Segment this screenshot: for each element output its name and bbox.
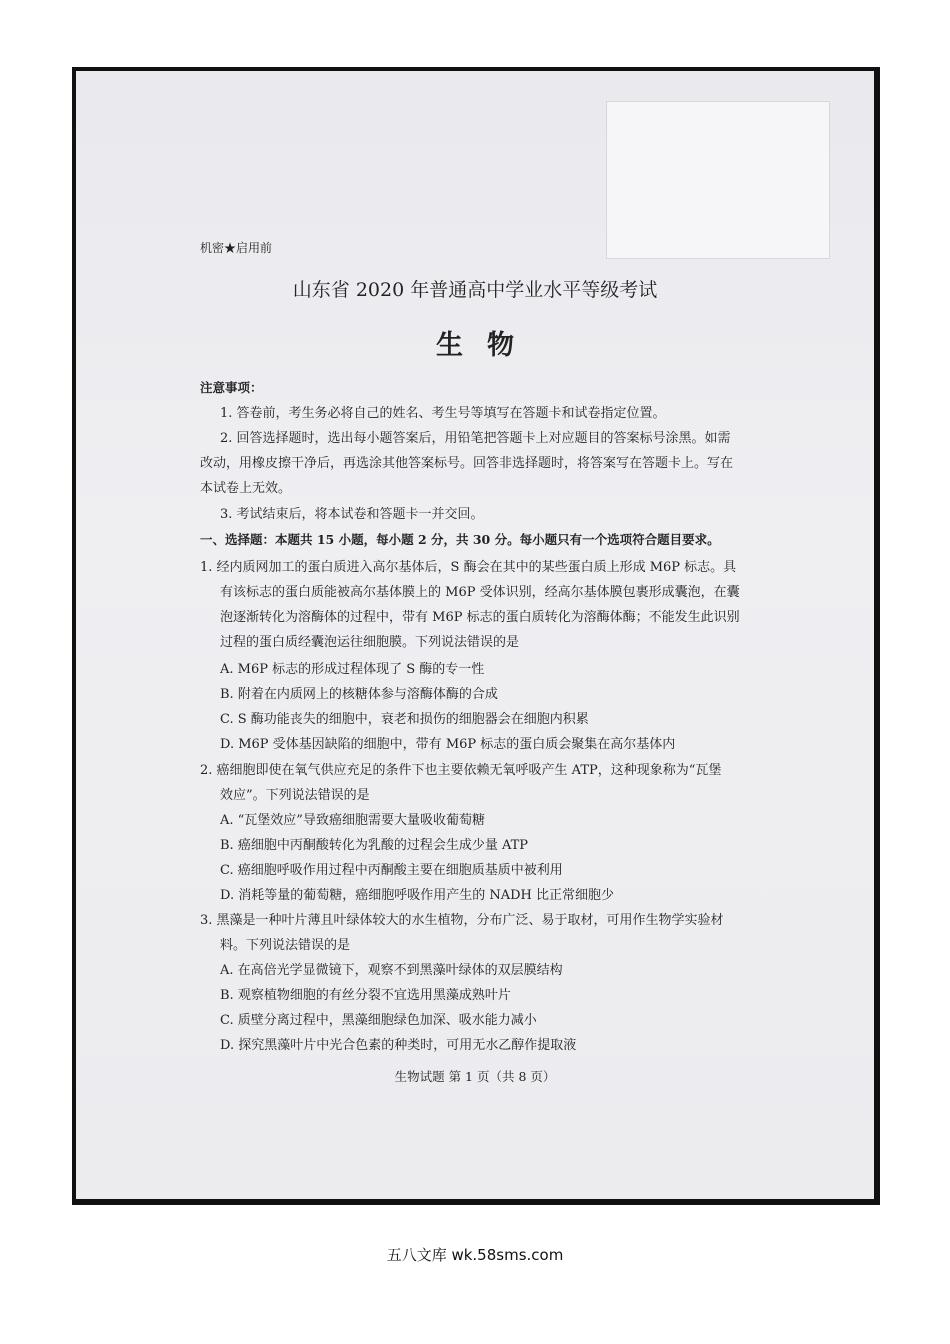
- question-1-line: 有该标志的蛋白质能被高尔基体膜上的 M6P 受体识别，经高尔基体膜包裹形成囊泡，在囊: [220, 585, 740, 600]
- question-3-option-d: D. 探究黑藻叶片中光合色素的种类时，可用无水乙醇作提取液: [220, 1038, 577, 1053]
- question-3-line: 料。下列说法错误的是: [220, 938, 351, 953]
- exam-title: 山东省 2020 年普通高中学业水平等级考试: [292, 279, 658, 301]
- page-number-footer: 生物试题 第 1 页（共 8 页）: [394, 1069, 556, 1084]
- question-3-option-c: C. 质壁分离过程中，黑藻细胞绿色加深、吸水能力减小: [220, 1013, 537, 1028]
- confidential-label: 机密★启用前: [200, 241, 273, 255]
- redaction-box: [606, 101, 830, 259]
- notice-line: 本试卷上无效。: [200, 481, 292, 496]
- question-3-option-a: A. 在高倍光学显微镜下，观察不到黑藻叶绿体的双层膜结构: [220, 963, 563, 978]
- question-1-option-d: D. M6P 受体基因缺陷的细胞中，带有 M6P 标志的蛋白质会聚集在高尔基体内: [220, 737, 676, 752]
- question-2-line: 2. 癌细胞即使在氧气供应充足的条件下也主要依赖无氧呼吸产生 ATP，这种现象称为“瓦堡: [200, 763, 722, 778]
- question-1-line: 1. 经内质网加工的蛋白质进入高尔基体后，S 酶会在其中的某些蛋白质上形成 M6P 标志。具: [200, 560, 737, 575]
- question-1-line: 泡逐渐转化为溶酶体的过程中，带有 M6P 标志的蛋白质转化为溶酶体酶；不能发生此识别: [220, 610, 740, 625]
- question-2-line: 效应”。下列说法错误的是: [220, 788, 370, 803]
- question-2-option-d: D. 消耗等量的葡萄糖，癌细胞呼吸作用产生的 NADH 比正常细胞少: [220, 888, 615, 903]
- notice-line: 1. 答卷前，考生务必将自己的姓名、考生号等填写在答题卡和试卷指定位置。: [220, 406, 666, 421]
- section-heading: 一、选择题：本题共 15 小题，每小题 2 分，共 30 分。每小题只有一个选项符合题目要求。: [200, 532, 720, 547]
- notice-line: 3. 考试结束后，将本试卷和答题卡一并交回。: [220, 507, 484, 522]
- question-3-line: 3. 黑藻是一种叶片薄且叶绿体较大的水生植物，分布广泛、易于取材，可用作生物学实验材: [200, 913, 724, 928]
- question-1-option-b: B. 附着在内质网上的核糖体参与溶酶体酶的合成: [220, 687, 498, 702]
- question-2-option-a: A. “瓦堡效应”导致癌细胞需要大量吸收葡萄糖: [220, 813, 485, 828]
- question-1-option-c: C. S 酶功能丧失的细胞中，衰老和损伤的细胞器会在细胞内积累: [220, 712, 589, 727]
- subject-title: 生物: [436, 330, 538, 361]
- notice-heading: 注意事项：: [200, 380, 263, 395]
- question-2-option-b: B. 癌细胞中丙酮酸转化为乳酸的过程会生成少量 ATP: [220, 838, 529, 853]
- site-footer: 五八文库 wk.58sms.com: [386, 1246, 564, 1264]
- notice-line: 2. 回答选择题时，选出每小题答案后，用铅笔把答题卡上对应题目的答案标号涂黑。如需: [220, 431, 731, 446]
- question-2-option-c: C. 癌细胞呼吸作用过程中丙酮酸主要在细胞质基质中被利用: [220, 863, 563, 878]
- question-1-line: 过程的蛋白质经囊泡运往细胞膜。下列说法错误的是: [220, 635, 520, 650]
- notice-line: 改动，用橡皮擦干净后，再选涂其他答案标号。回答非选择题时，将答案写在答题卡上。写在: [200, 456, 734, 471]
- question-3-option-b: B. 观察植物细胞的有丝分裂不宜选用黑藻成熟叶片: [220, 988, 511, 1003]
- scanned-page-frame: [72, 67, 880, 1205]
- question-1-option-a: A. M6P 标志的形成过程体现了 S 酶的专一性: [220, 662, 485, 677]
- exam-paper: [76, 71, 874, 1199]
